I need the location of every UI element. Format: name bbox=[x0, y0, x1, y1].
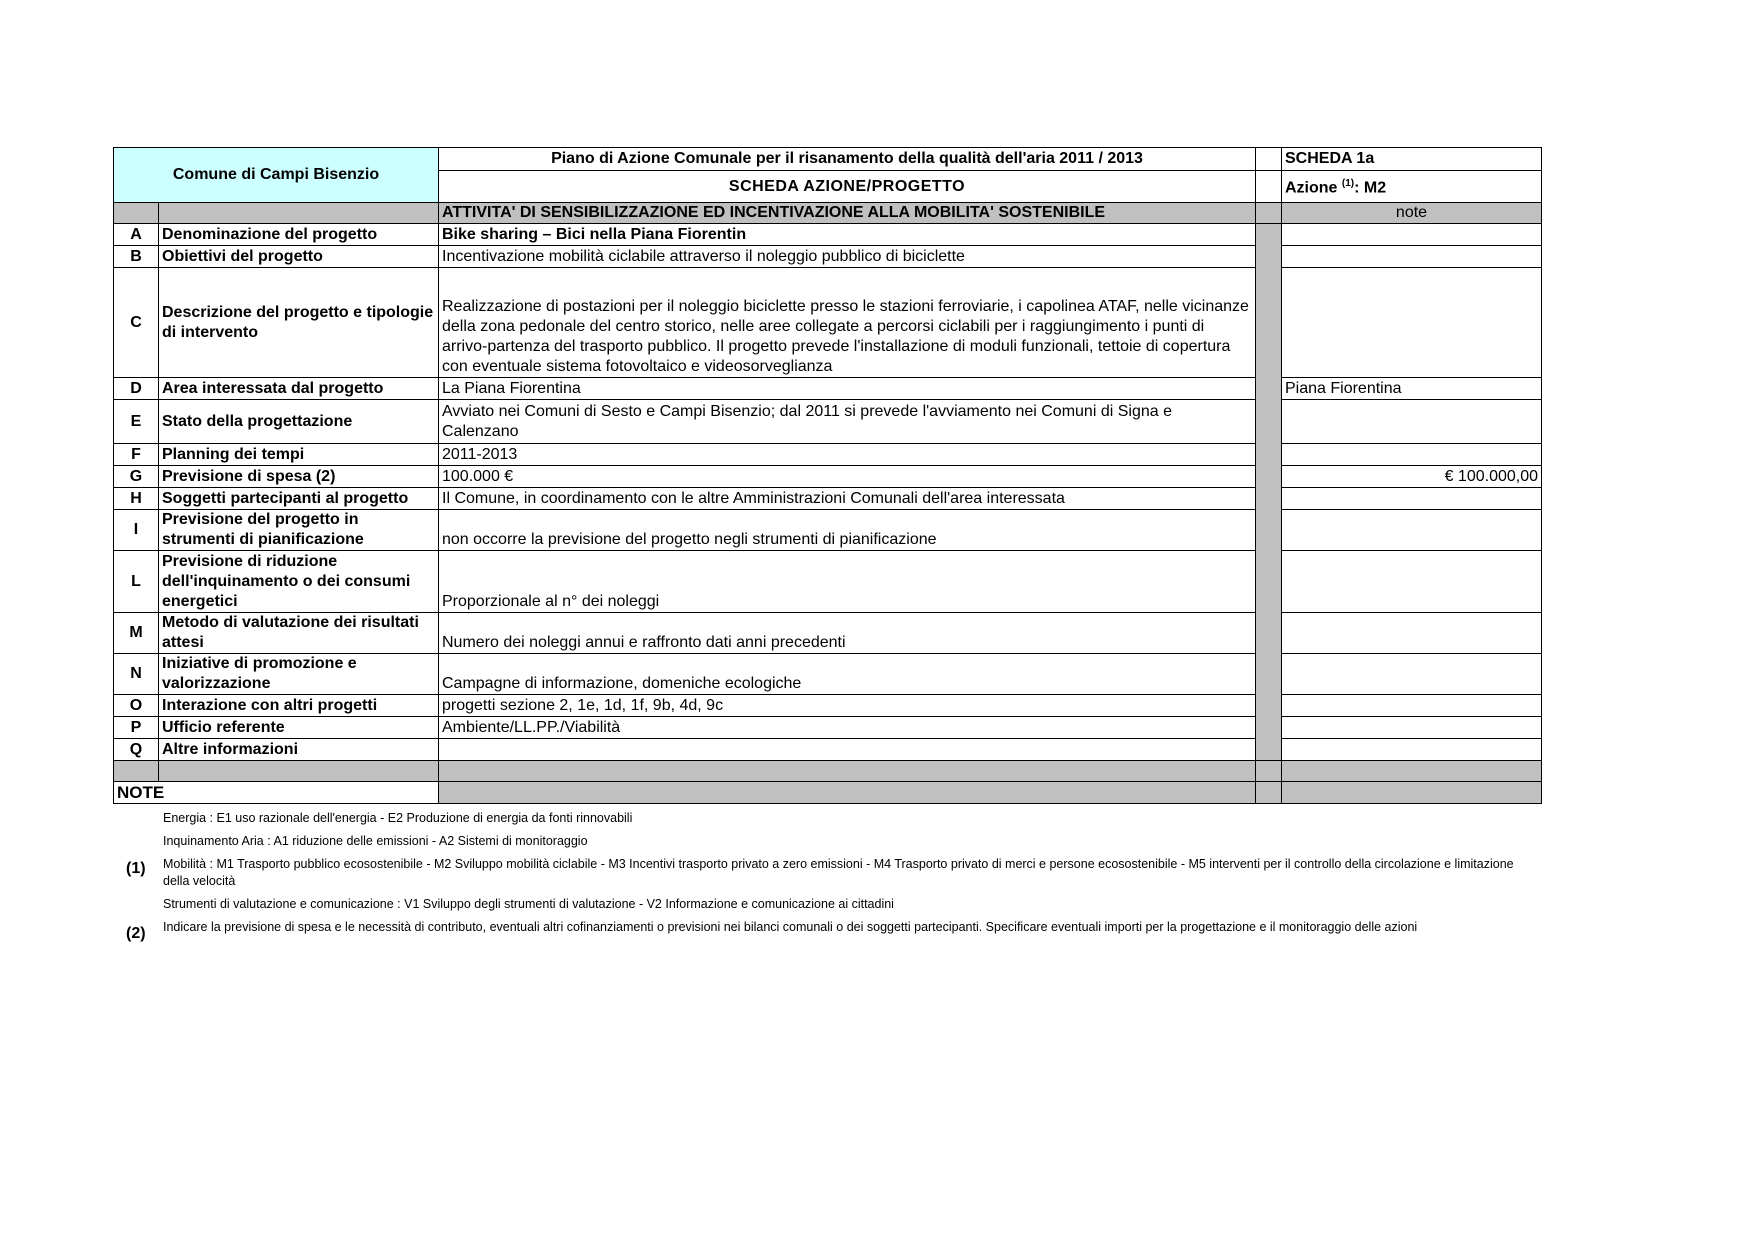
row-letter: F bbox=[114, 444, 159, 466]
row-note bbox=[1282, 246, 1542, 268]
row-value bbox=[439, 739, 1256, 761]
grey-cell bbox=[114, 761, 159, 782]
grey-cell bbox=[1282, 782, 1542, 804]
footnote-text: Energia : E1 uso razionale dell'energia - E2 Produzione di energia da fonti rinnovabili bbox=[163, 811, 633, 825]
row-note bbox=[1282, 488, 1542, 510]
row-note: Piana Fiorentina bbox=[1282, 378, 1542, 400]
row-label: Ufficio referente bbox=[159, 717, 439, 739]
note-header: note bbox=[1282, 203, 1542, 224]
scheda-table bbox=[113, 147, 1542, 804]
azione-value: : M2 bbox=[1354, 179, 1387, 197]
row-note bbox=[1282, 717, 1542, 739]
footnote-energia bbox=[113, 810, 1543, 827]
row-letter: A bbox=[114, 224, 159, 246]
row-label: Denominazione del progetto bbox=[159, 224, 439, 246]
row-label: Altre informazioni bbox=[159, 739, 439, 761]
row-value: Ambiente/LL.PP./Viabilità bbox=[439, 717, 1256, 739]
row-label: Soggetti partecipanti al progetto bbox=[159, 488, 439, 510]
row-note bbox=[1282, 695, 1542, 717]
row-letter: M bbox=[114, 613, 159, 654]
row-label: Previsione di spesa (2) bbox=[159, 466, 439, 488]
row-value: Proporzionale al n° dei noleggi bbox=[439, 551, 1256, 613]
scheda-sheet bbox=[113, 147, 1541, 804]
footnote-text: Indicare la previsione di spesa e le necessità di contributo, eventuali altri cofinanziamenti o previsioni nei bilanci comunali o dei soggetti partecipanti. Specificare eventuali importi per la progettazione e il monitoraggio delle azioni bbox=[163, 920, 1418, 934]
row-letter: N bbox=[114, 654, 159, 695]
row-value: Il Comune, in coordinamento con le altre Amministrazioni Comunali dell'area interessata bbox=[439, 488, 1256, 510]
row-label: Interazione con altri progetti bbox=[159, 695, 439, 717]
commune-name: Comune di Campi Bisenzio bbox=[114, 148, 439, 203]
row-note bbox=[1282, 400, 1542, 444]
row-label: Metodo di valutazione dei risultati attesi bbox=[159, 613, 439, 654]
row-letter: D bbox=[114, 378, 159, 400]
row-label: Area interessata dal progetto bbox=[159, 378, 439, 400]
row-note: € 100.000,00 bbox=[1282, 466, 1542, 488]
azione-code bbox=[1282, 171, 1542, 203]
row-letter: C bbox=[114, 268, 159, 378]
footnote-text: Mobilità : M1 Trasporto pubblico ecosostenibile - M2 Sviluppo mobilità ciclabile - M3 Incentivi trasporto privato a zero emissioni - M4 Trasporto privato di merci e persone ecosostenibile - M5 interventi per il controllo della circolazione e limitazione della velocità bbox=[163, 857, 1514, 888]
grey-separator-column bbox=[1256, 224, 1282, 761]
row-value: non occorre la previsione del progetto negli strumenti di pianificazione bbox=[439, 510, 1256, 551]
row-label: Iniziative di promozione e valorizzazione bbox=[159, 654, 439, 695]
note-row-label: NOTE bbox=[114, 782, 439, 804]
row-letter: O bbox=[114, 695, 159, 717]
row-label: Stato della progettazione bbox=[159, 400, 439, 444]
row-letter: L bbox=[114, 551, 159, 613]
footnote-strumenti bbox=[113, 896, 1543, 913]
row-value: Avviato nei Comuni di Sesto e Campi Bisenzio; dal 2011 si prevede l'avviamento nei Comuni di Signa e Calenzano bbox=[439, 400, 1256, 444]
row-note bbox=[1282, 739, 1542, 761]
row-letter: E bbox=[114, 400, 159, 444]
footnote-spesa bbox=[113, 919, 1543, 942]
row-note bbox=[1282, 444, 1542, 466]
row-label: Planning dei tempi bbox=[159, 444, 439, 466]
footnote-text: Inquinamento Aria : A1 riduzione delle emissioni - A2 Sistemi di monitoraggio bbox=[163, 834, 588, 848]
spacer-cell bbox=[1256, 148, 1282, 171]
row-letter: H bbox=[114, 488, 159, 510]
row-value: La Piana Fiorentina bbox=[439, 378, 1256, 400]
azione-label: Azione bbox=[1285, 179, 1338, 197]
grey-cell bbox=[1282, 761, 1542, 782]
grey-cell bbox=[159, 203, 439, 224]
row-note bbox=[1282, 510, 1542, 551]
footnote-mark-1: (1) bbox=[126, 860, 146, 877]
grey-cell bbox=[1256, 203, 1282, 224]
row-note bbox=[1282, 224, 1542, 246]
footnotes bbox=[113, 810, 1543, 942]
scheda-title: SCHEDA AZIONE/PROGETTO bbox=[439, 171, 1256, 203]
row-value: Incentivazione mobilità ciclabile attraverso il noleggio pubblico di biciclette bbox=[439, 246, 1256, 268]
footnote-mark-2: (2) bbox=[126, 925, 146, 942]
row-letter: G bbox=[114, 466, 159, 488]
grey-cell bbox=[114, 203, 159, 224]
spacer-cell bbox=[1256, 171, 1282, 203]
grey-cell bbox=[439, 761, 1256, 782]
row-value: progetti sezione 2, 1e, 1d, 1f, 9b, 4d, 9c bbox=[439, 695, 1256, 717]
row-note bbox=[1282, 654, 1542, 695]
activity-title: ATTIVITA' DI SENSIBILIZZAZIONE ED INCENTIVAZIONE ALLA MOBILITA' SOSTENIBILE bbox=[439, 203, 1256, 224]
footnote-mobilita bbox=[113, 856, 1543, 890]
row-value: Bike sharing – Bici nella Piana Fiorentin bbox=[439, 224, 1256, 246]
grey-cell bbox=[159, 761, 439, 782]
row-label: Obiettivi del progetto bbox=[159, 246, 439, 268]
row-value: Realizzazione di postazioni per il noleggio biciclette presso le stazioni ferroviarie, i capolinea ATAF, nelle vicinanze della zona pedonale del centro storico, nelle aree collegate a percorsi ciclabili per i raggiungimento i punti di arrivo-partenza del trasporto pubblico. Il progetto prevede l'installazione di moduli funzionali, tettoie di copertura con eventuale sistema fotovoltaico e videosorveglianza bbox=[439, 268, 1256, 378]
plan-title: Piano di Azione Comunale per il risanamento della qualità dell'aria 2011 / 2013 bbox=[439, 148, 1256, 171]
grey-cell bbox=[1256, 761, 1282, 782]
row-label: Descrizione del progetto e tipologie di intervento bbox=[159, 268, 439, 378]
row-label: Previsione di riduzione dell'inquinamento o dei consumi energetici bbox=[159, 551, 439, 613]
grey-cell bbox=[1256, 782, 1282, 804]
row-letter: I bbox=[114, 510, 159, 551]
row-label: Previsione del progetto in strumenti di pianificazione bbox=[159, 510, 439, 551]
row-value: 2011-2013 bbox=[439, 444, 1256, 466]
footnote-inquinamento bbox=[113, 833, 1543, 850]
row-value: Campagne di informazione, domeniche ecologiche bbox=[439, 654, 1256, 695]
footnote-text: Strumenti di valutazione e comunicazione : V1 Sviluppo degli strumenti di valutazione - V2 Informazione e comunicazione ai cittadini bbox=[163, 897, 894, 911]
azione-footnote-ref: (1) bbox=[1341, 178, 1355, 190]
grey-cell bbox=[439, 782, 1256, 804]
row-letter: P bbox=[114, 717, 159, 739]
row-letter: Q bbox=[114, 739, 159, 761]
row-letter: B bbox=[114, 246, 159, 268]
row-value: 100.000 € bbox=[439, 466, 1256, 488]
scheda-code: SCHEDA 1a bbox=[1282, 148, 1542, 171]
row-value: Numero dei noleggi annui e raffronto dati anni precedenti bbox=[439, 613, 1256, 654]
row-note bbox=[1282, 613, 1542, 654]
row-note bbox=[1282, 268, 1542, 378]
row-note bbox=[1282, 551, 1542, 613]
